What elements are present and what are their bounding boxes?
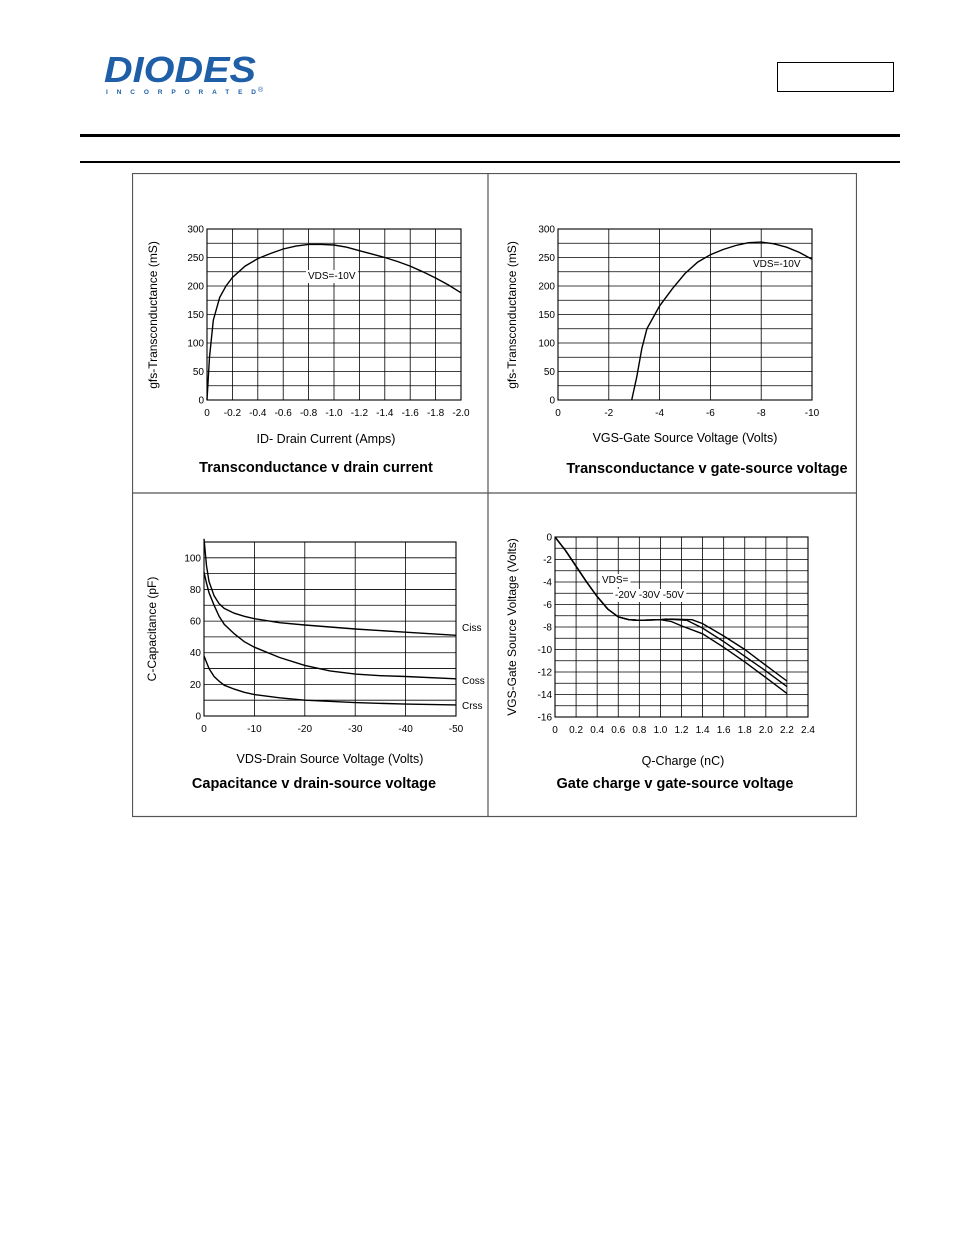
chart3-x-tick-label: -20	[297, 724, 313, 735]
chart1-x-tick-label: -0.2	[223, 408, 242, 419]
chart4-x-tick-label: 0.4	[590, 725, 605, 736]
chart1-x-tick-label: 0	[204, 408, 210, 419]
chart1-y-axis-label: gfs-Transconductance (mS)	[146, 241, 160, 389]
chart2-x-tick-label: 0	[555, 408, 561, 419]
chart3-y-tick-label: 20	[189, 679, 201, 691]
chart3-x-tick-label: -50	[448, 724, 464, 735]
chart2-y-axis-label: gfs-Transconductance (mS)	[505, 241, 519, 389]
chart1-y-tick-label: 200	[187, 281, 204, 293]
chart1-y-tick-label: 50	[192, 367, 204, 378]
chart1-x-tick-label: -2.0	[452, 408, 470, 419]
chart1-chart-title: Transconductance v drain current	[199, 460, 433, 476]
chart1-x-tick-label: -0.8	[299, 408, 318, 419]
chart4-y-tick-label: -10	[537, 645, 552, 656]
part-number-box	[777, 62, 894, 92]
chart2-x-tick-label: -2	[604, 408, 614, 419]
chart1-x-tick-label: -0.4	[249, 408, 267, 419]
chart2-x-tick-label: -4	[655, 408, 665, 419]
chart4-y-axis-label: VGS-Gate Source Voltage (Volts)	[505, 538, 519, 716]
logo-registered-mark: ®	[258, 87, 264, 94]
chart4-y-tick-label: -14	[537, 690, 552, 701]
chart3-series-line-3	[204, 656, 456, 705]
chart3-x-tick-label: -10	[247, 724, 262, 735]
header-rule-bottom	[80, 161, 900, 163]
chart4-x-tick-label: 1.4	[695, 725, 710, 736]
chart4-x-tick-label: 1.6	[716, 725, 731, 736]
chart3-series-label: Ciss	[462, 623, 482, 634]
chart3-x-tick-label: -40	[398, 724, 413, 735]
header-rule-top	[80, 134, 900, 137]
chart1-x-tick-label: -0.6	[274, 408, 292, 419]
chart2-y-tick-label: 0	[549, 395, 555, 407]
chart1-y-tick-label: 300	[187, 224, 204, 236]
chart4-x-tick-label: 1.2	[674, 725, 689, 736]
chart4-y-tick-label: -12	[537, 667, 552, 679]
chart4-x-tick-label: 1.8	[737, 725, 752, 736]
chart3-chart-title: Capacitance v drain-source voltage	[191, 776, 437, 792]
chart3-y-axis-label: C-Capacitance (pF)	[145, 576, 159, 682]
chart1-x-tick-label: -1.6	[401, 408, 419, 419]
chart3-x-tick-label: -30	[347, 724, 363, 735]
charts-layer	[145, 225, 848, 793]
chart2-y-tick-label: 250	[538, 253, 555, 264]
characteristics-figure	[132, 173, 857, 818]
chart2-x-tick-label: -6	[705, 408, 715, 419]
chart3-x-tick-label: 0	[201, 724, 207, 735]
chart1-y-tick-label: 150	[187, 310, 204, 321]
chart4-x-tick-label: 0.6	[611, 725, 626, 736]
chart2-y-tick-label: 100	[538, 338, 555, 350]
chart1-y-tick-label: 100	[187, 338, 204, 350]
chart4-x-tick-label: 0	[552, 725, 558, 736]
chart1-x-tick-label: -1.0	[325, 408, 343, 419]
chart4-series-line-1	[555, 537, 787, 681]
chart2-y-tick-label: 300	[538, 224, 555, 236]
chart3-y-tick-label: 40	[189, 648, 201, 660]
chart1-annotation: VDS=-10V	[308, 271, 356, 282]
chart2-x-tick-label: -8	[756, 408, 766, 419]
chart3-y-tick-label: 0	[195, 711, 201, 723]
chart1-x-tick-label: -1.4	[376, 408, 394, 419]
chart3-series-line-2	[204, 572, 456, 679]
chart4-x-axis-label: Q-Charge (nC)	[641, 754, 725, 768]
logo-wordmark: DIODES	[104, 52, 256, 90]
chart3-y-tick-label: 100	[184, 553, 201, 565]
chart2-annotation: VDS=-10V	[753, 259, 801, 270]
chart1-x-tick-label: -1.8	[426, 408, 445, 419]
chart1-y-tick-label: 0	[198, 395, 204, 407]
chart2-chart-title: Transconductance v gate-source voltage	[566, 461, 848, 477]
chart2-y-tick-label: 150	[538, 310, 555, 321]
chart2-x-tick-label: -10	[804, 408, 820, 419]
chart2-x-axis-label: VGS-Gate Source Voltage (Volts)	[592, 431, 778, 445]
chart2-y-tick-label: 50	[543, 367, 555, 378]
chart4-y-tick-label: -6	[543, 600, 552, 611]
chart4-y-tick-label: -8	[543, 622, 552, 634]
chart4-y-tick-label: -4	[543, 577, 552, 589]
logo-subtext: INCORPORATED	[106, 89, 256, 96]
chart1-x-axis-label: ID- Drain Current (Amps)	[256, 432, 396, 446]
chart4-annotation: VDS=	[602, 575, 629, 586]
chart4-x-tick-label: 0.2	[569, 725, 584, 736]
chart4-series-line-3	[555, 537, 787, 693]
chart4-chart-title: Gate charge v gate-source voltage	[556, 776, 794, 792]
chart3-y-tick-label: 60	[189, 616, 201, 628]
chart3-series-label: Coss	[462, 676, 485, 687]
chart3-y-tick-label: 80	[189, 584, 201, 596]
chart4-y-tick-label: -16	[537, 712, 552, 724]
chart4-x-tick-label: 0.8	[632, 725, 647, 736]
chart4-y-tick-label: 0	[546, 532, 552, 544]
chart4-x-tick-label: 1.0	[653, 725, 668, 736]
chart1-x-tick-label: -1.2	[350, 408, 369, 419]
diodes-logo	[104, 52, 266, 98]
chart3-plot-frame	[204, 542, 456, 716]
chart4-y-tick-label: -2	[543, 555, 552, 566]
chart4-x-tick-label: 2.2	[779, 725, 794, 736]
chart3-x-axis-label: VDS-Drain Source Voltage (Volts)	[236, 752, 424, 766]
chart4-annotation: -20V -30V -50V	[615, 590, 684, 601]
chart4-x-tick-label: 2.4	[801, 725, 815, 736]
chart4-x-tick-label: 2.0	[758, 725, 773, 736]
chart2-y-tick-label: 200	[538, 281, 555, 293]
chart3-series-label: Crss	[462, 701, 483, 712]
chart1-y-tick-label: 250	[187, 253, 204, 264]
